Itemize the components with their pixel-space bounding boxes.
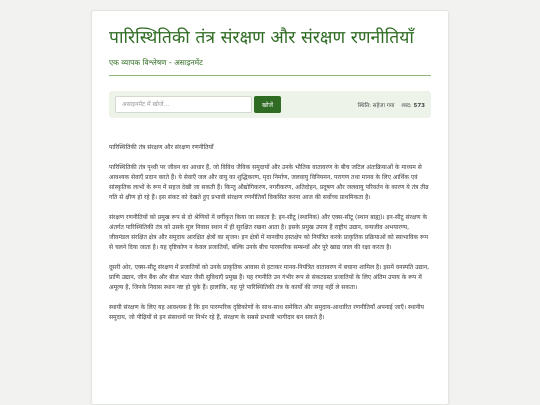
document-body[interactable] [109,143,431,323]
toolbar [109,91,431,118]
paragraph: स्थायी संरक्षण के लिए यह आवश्यक है कि इन पारम्परिक दृष्टिकोणों के साथ-साथ समेकित और समुदाय-आधारित रणनीतियाँ अपनाई जाएँ। स्थानीय समुदाय, जो पीढ़ियों से इन संसाधनों पर निर्भर रहे हैं, संरक्षण के सबसे प्रभावी भागीदार बन सकते हैं। [109,304,425,321]
save-status [358,101,395,109]
paragraph: दूसरी ओर, एक्स-सीटू संरक्षण में प्रजातियों को उनके प्राकृतिक आवास से हटाकर मानव-नियंत्रित वातावरण में बचाना शामिल है। इसमें वनस्पति उद्यान, प्राणि उद्यान, जीन बैंक और बीज भंडार जैसी सुविधाएँ प्रमुख हैं। यह रणनीति उन गंभीर रूप से संकटग्रस्त प्रजातियों के लिए अंतिम उपाय के रूप में अमूल्य है, जिनके निवास स्थान नष्ट हो चुके हैं। हालांकि, यह पूरे पारिस्थितिकी तंत्र के कार्यों की जगह नहीं ले सकता। [109,264,429,291]
save-status-value: सहेजा गया [372,102,395,109]
word-count-value: 573 [413,102,425,109]
page-subtitle: एक व्यापक विश्लेषण - असाइनमेंट [109,58,203,67]
assignment-card [91,10,449,405]
page-title: पारिस्थितिकी तंत्र संरक्षण और संरक्षण रणनीतियाँ [109,28,414,48]
header-divider [109,75,431,76]
paragraph: पारिस्थितिकी तंत्र पृथ्वी पर जीवन का आधार हैं, जो विविध जैविक समुदायों और उनके भौतिक वातावरण के बीच जटिल अंतःक्रियाओं के माध्यम से आवश्यक सेवाएँ प्रदान करते हैं। ये सेवाएँ जल और वायु का शुद्धिकरण, मृदा निर्माण, जलवायु विनियमन, परागण तथा मानव के लिए आर्थिक एवं सांस्कृतिक लाभों के रूप में सहज देखी जा सकती हैं। किन्तु औद्योगिकरण, नगरीकरण, अतिदोहन, प्रदूषण और जलवायु परिवर्तन के कारण ये तंत्र तीव्र गति से क्षीण हो रहे हैं। इस संकट को देखते हुए प्रभावी संरक्षण रणनीतियाँ विकसित करना आज की सर्वोच्च प्राथमिकता है। [109,164,429,201]
word-count [401,101,425,109]
search-input[interactable] [115,96,252,113]
paragraph: संरक्षण रणनीतियों को प्रमुख रूप से दो श्रेणियों में वर्गीकृत किया जा सकता है: इन-सीटू (स्थानिक) और एक्स-सीटू (स्थान बाह्य)। इन-सीटू संरक्षण के अंतर्गत पारिस्थितिकी तंत्र को उसके मूल निवास स्थान में ही सुरक्षित रखना आता है। इसके प्रमुख उपाय हैं राष्ट्रीय उद्यान, वन्यजीव अभयारण्य, जीवमंडल संरक्षित क्षेत्र और समुदाय आरक्षित क्षेत्रों का सृजन। इन क्षेत्रों में मानवीय हस्तक्षेप को नियंत्रित करके प्राकृतिक प्रक्रियाओं को स्वाभाविक रूप से चलने दिया जाता है। यह दृष्टिकोण न केवल प्रजातियों, बल्कि उनके बीच पारस्परिक सम्बन्धों और पूरे खाद्य जाल की रक्षा करता है। [109,214,429,251]
document-heading: पारिस्थितिकी तंत्र संरक्षण और संरक्षण रणनीतियाँ [109,144,214,151]
document-status [358,101,425,109]
save-status-label: स्थिति: [357,102,372,109]
word-count-label: शब्द: [401,102,412,109]
search-button[interactable]: खोजें [254,96,281,113]
